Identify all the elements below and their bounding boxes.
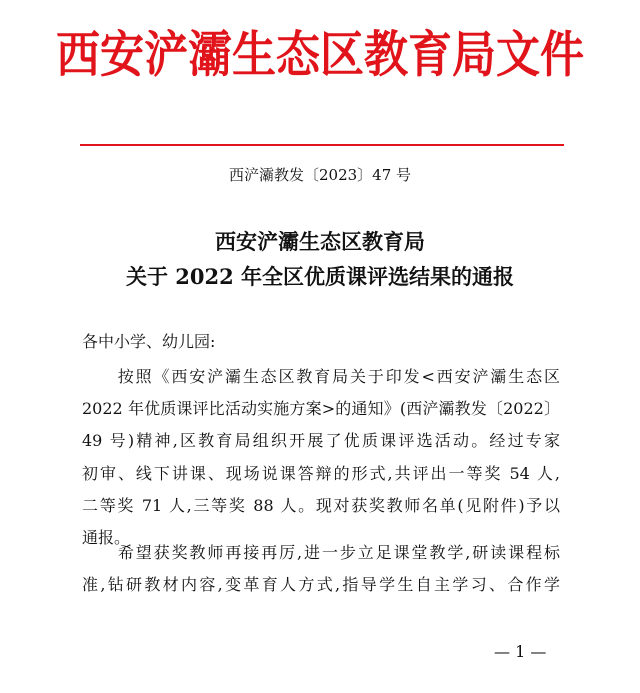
paragraph-line: 49 号)精神,区教育局组织开展了优质课评选活动。经过专家 xyxy=(82,431,560,451)
paragraph-line: 准,钻研教材内容,变革育人方式,指导学生自主学习、合作学 xyxy=(82,575,560,595)
paragraph-line: 希望获奖教师再接再厉,进一步立足课堂教学,研读课程标 xyxy=(82,543,560,562)
body-paragraph-1 xyxy=(82,361,560,554)
document-number: 西浐灞教发〔2023〕47 号 xyxy=(228,166,412,184)
paragraph-line: 通报。 xyxy=(82,528,131,548)
salutation: 各中小学、幼儿园: xyxy=(82,332,216,351)
issuing-authority-header: 西安浐灞生态区教育局文件 xyxy=(56,26,584,84)
red-separator-line xyxy=(80,144,564,146)
body-paragraph-2 xyxy=(82,537,560,601)
paragraph-line: 初审、线下讲课、现场说课答辩的形式,共评出一等奖 54 人, xyxy=(82,463,560,483)
document-title-line-2: 关于 2022 年全区优质课评选结果的通报 xyxy=(125,264,515,289)
paragraph-line: 二等奖 71 人,三等奖 88 人。现对获奖教师名单(见附件)予以 xyxy=(82,495,560,515)
paragraph-line: 2022 年优质课评比活动实施方案>的通知》(西浐灞教发〔2022〕 xyxy=(82,399,560,419)
document-title-line-1: 西安浐灞生态区教育局 xyxy=(215,229,425,254)
paragraph-line: 按照《西安浐灞生态区教育局关于印发<西安浐灞生态区 xyxy=(82,367,560,386)
page-number: — 1 — xyxy=(494,642,547,661)
